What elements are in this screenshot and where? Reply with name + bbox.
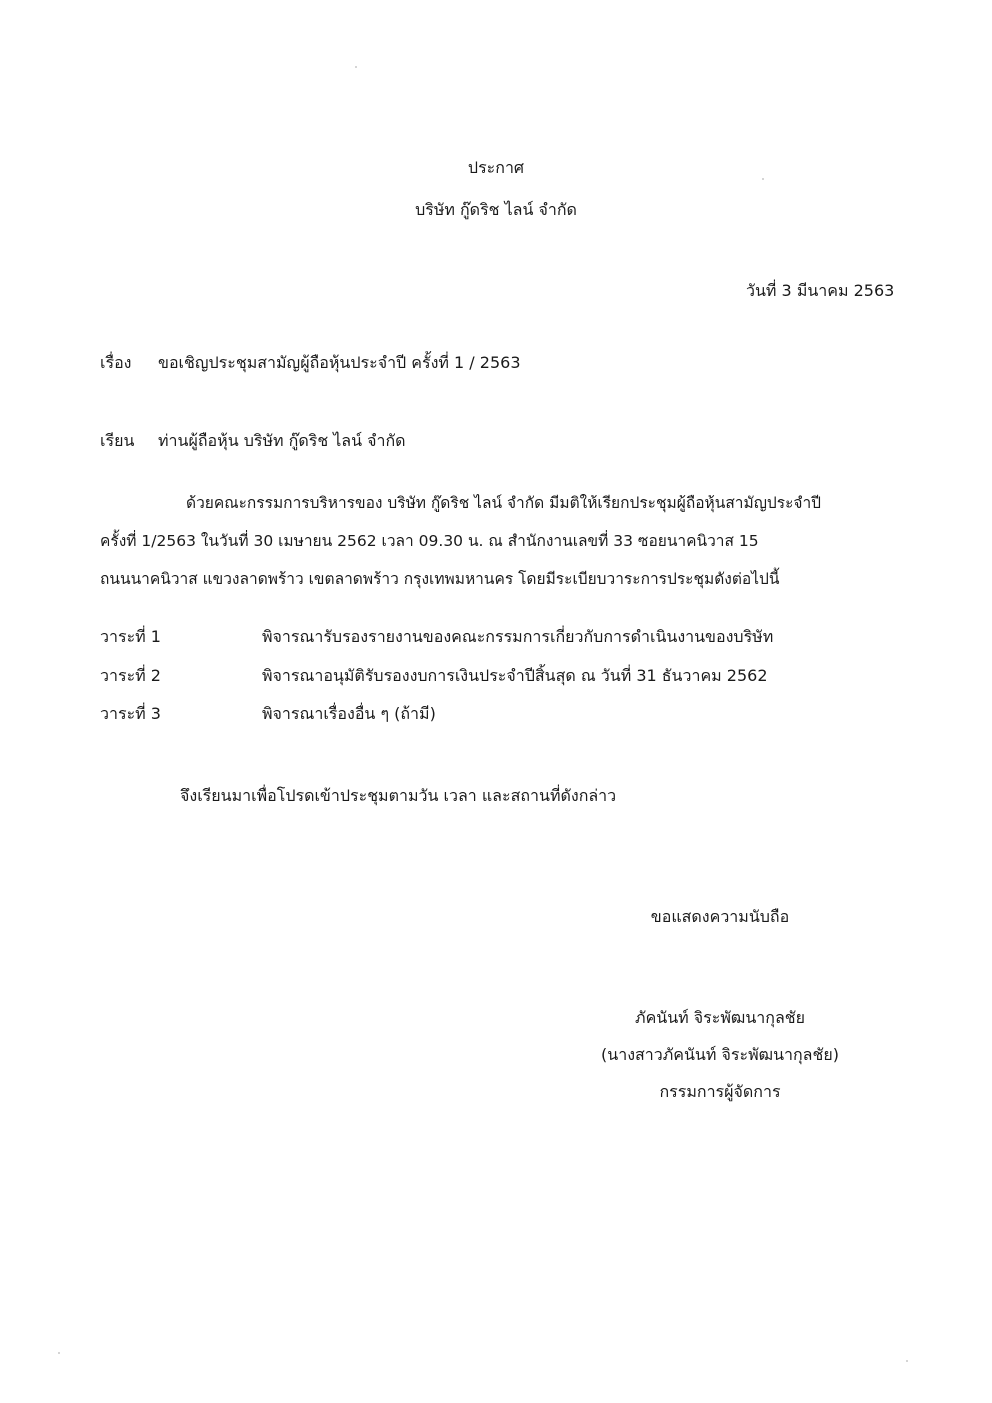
closing-sentence: จึงเรียนมาเพื่อโปรดเข้าประชุมตามวัน เวลา และสถานที่ดังกล่าว <box>180 786 617 805</box>
recipient-label: เรียน <box>100 431 135 450</box>
body-line-1: ด้วยคณะกรรมการบริหารของ บริษัท กู๊ดริช ไลน์ จำกัด มีมติให้เรียกประชุมผู้ถือหุ้นสามัญประจำปี <box>186 494 822 512</box>
subject-label: เรื่อง <box>100 353 132 372</box>
scan-speck <box>906 1360 908 1362</box>
body-line-3: ถนนนาคนิวาส แขวงลาดพร้าว เขตลาดพร้าว กรุงเทพมหานคร โดยมีระเบียบวาระการประชุมดังต่อไปนี้ <box>100 570 780 588</box>
scan-speck <box>355 66 357 68</box>
body-line-2: ครั้งที่ 1/2563 ในวันที่ 30 เมษายน 2562 เวลา 09.30 น. ณ สำนักงานเลขที่ 33 ซอยนาคนิวาส 15 <box>100 532 759 550</box>
full-name: (นางสาวภัคนันท์ จิระพัฒนากุลชัย) <box>601 1045 839 1064</box>
agenda-text: พิจารณารับรองรายงานของคณะกรรมการเกี่ยวกับการดำเนินงานของบริษัท <box>262 627 774 646</box>
recipient-text: ท่านผู้ถือหุ้น บริษัท กู๊ดริช ไลน์ จำกัด <box>158 431 406 450</box>
position-title: กรรมการผู้จัดการ <box>659 1082 781 1101</box>
subject-text: ขอเชิญประชุมสามัญผู้ถือหุ้นประจำปี ครั้งที่ 1 / 2563 <box>158 353 521 372</box>
document-date: วันที่ 3 มีนาคม 2563 <box>746 281 895 300</box>
agenda-text: พิจารณาเรื่องอื่น ๆ (ถ้ามี) <box>262 704 436 723</box>
agenda-label: วาระที่ 3 <box>100 704 161 723</box>
agenda-label: วาระที่ 1 <box>100 627 161 646</box>
scan-speck <box>762 178 764 180</box>
agenda-text: พิจารณาอนุมัติรับรองงบการเงินประจำปีสิ้นสุด ณ วันที่ 31 ธันวาคม 2562 <box>262 666 768 685</box>
company-name: บริษัท กู๊ดริช ไลน์ จำกัด <box>415 200 577 219</box>
signed-name: ภัคนันท์ จิระพัฒนากุลชัย <box>635 1008 805 1027</box>
agenda-label: วาระที่ 2 <box>100 666 161 685</box>
scan-speck <box>58 1352 60 1354</box>
announcement-title: ประกาศ <box>467 158 525 177</box>
salutation: ขอแสดงความนับถือ <box>650 907 790 926</box>
